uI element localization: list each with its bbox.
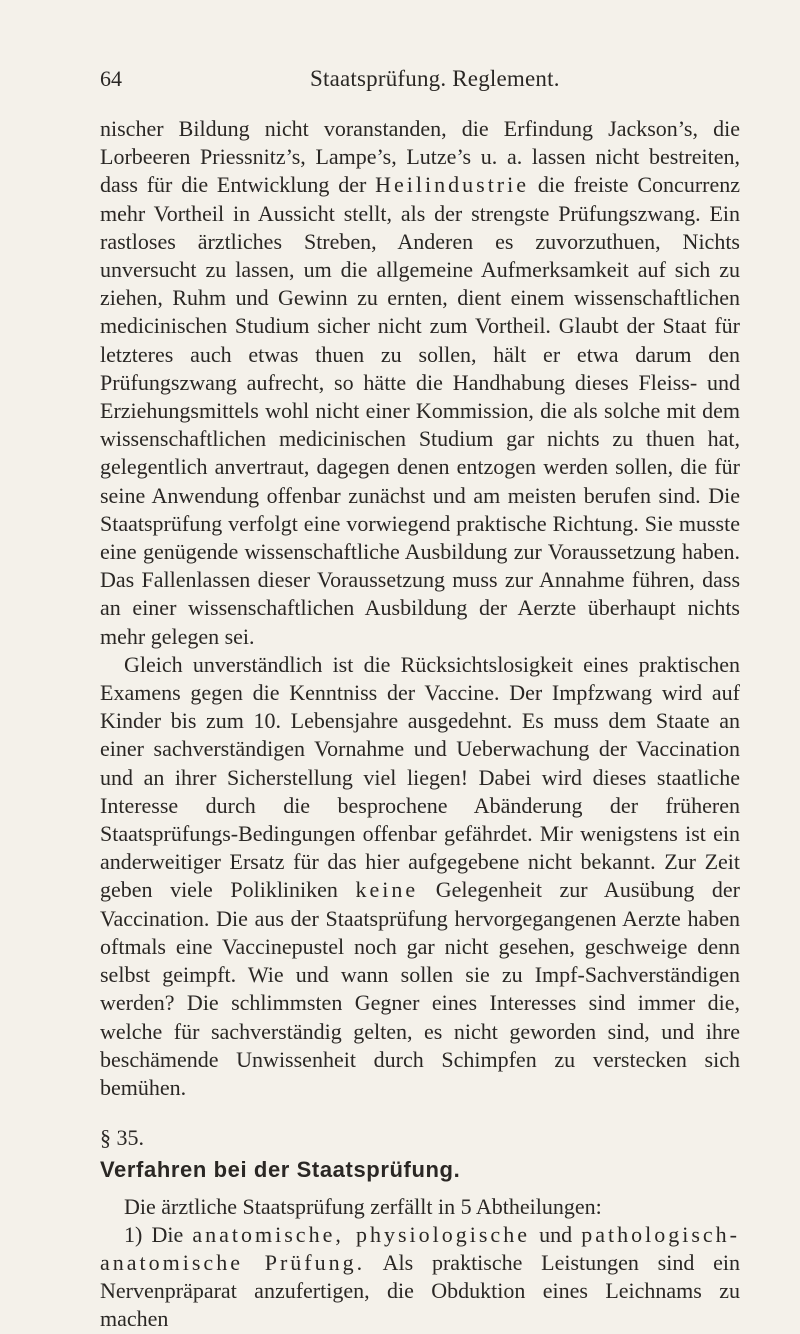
page-number: 64 [100,66,122,91]
paragraph-2 [100,651,740,1102]
section-number: § 35. [100,1125,144,1151]
emphasis-heilindustrie: Heilindustrie [375,172,530,198]
section-title: Verfahren bei der Staatsprüfung. [100,1157,461,1183]
emphasis-keine: keine [355,877,419,903]
paragraph-4-mid: und [539,1221,573,1247]
paragraph-4-rest: Als praktische Leistungen sind ein Nervenpräparat anzufertigen, die Obduktion eines Leichnams zu machen [100,1249,740,1332]
running-title: Staatsprüfung. Reglement. [310,66,560,91]
emphasis-exam-name: pathologisch-anatomische Prüfung. [100,1221,741,1275]
paragraph-4 [100,1221,740,1334]
body-text [100,115,740,1334]
paragraph-1-text: nischer Bildung nicht voranstanden, die Erfindung Jackson’s, die Lorbeeren Priessnitz’s, Lampe’s, Lutze’s u. a. lassen nicht bestreiten, dass für die Entwicklung der [100,116,740,198]
paragraph-1-rest: die freiste Concurrenz mehr Vortheil in Aussicht stellt, als der strengste Prüfungszwang. Ein rastloses ärztliches Streben, Anderen es zuvorzuthuen, Nichts unversucht zu lassen, um die allgemeine Aufmerksamkeit auf sich zu ziehen, Ruhm und Gewinn zu ernten, dient einem wissenschaftlichen medicinischen Studium sicher nicht zum Vortheil. Glaubt der Staat für letzteres auch etwas thuen zu sollen, hält er etwa darum den Prüfungszwang aufrecht, so hätte die Handhabung dieses Fleiss- und Erziehungsmittels wohl nicht einer Kommission, die als solche mit dem wissenschaftlichen medicinischen Studium gar nichts zu thuen hat, gelegentlich anvertraut, dagegen denen entzogen werden sollen, die für seine Anwendung offenbar zunächst und am meisten berufen sind. Die Staatsprüfung verfolgt eine vorwiegend praktische Richtung. Sie musste eine genügende wissenschaftliche Ausbildung zur Voraussetzung haben. Das Fallenlassen dieser Voraussetzung muss zur Annahme führen, dass an einer wissenschaftlichen Ausbildung der Aerzte überhaupt nichts mehr gelegen sei. [100,172,741,649]
paragraph-1 [100,115,740,651]
paragraph-2-text-b: Gelegenheit zur Ausübung der Vaccination. Die aus der Staatsprüfung hervorgegangenen Aerzte haben oftmals eine Vaccinepustel noch gar nicht gesehen, geschweige denn selbst geimpft. Wie und wann sollen sie zu Impf-Sachverständigen werden? Die schlimmsten Gegner eines Interesses sind immer die, welche für sachverständig gelten, es nicht geworden sind, und ihre beschämende Unwissenheit durch Schimpfen zu verstecken sich bemühen. [100,877,741,1100]
paragraph-3: Die ärztliche Staatsprüfung zerfällt in 5 Abtheilungen: [124,1193,602,1219]
paragraph-2-text-a: Gleich unverständlich ist die Rücksichtslosigkeit eines praktischen Examens gegen die Kenntniss der Vaccine. Der Impfzwang wird auf Kinder bis zum 10. Lebensjahre ausgedehnt. Es muss dem Staate an einer sachverständigen Vornahme und Ueberwachung der Vaccination und an ihrer Sicherstellung viel liegen! Dabei wird dieses staatliche Interesse durch die besprochene Abänderung der früheren Staatsprüfungs-Bedingungen offenbar gefährdet. Mir wenigstens ist ein anderweitiger Ersatz für das hier aufgegebene nicht bekannt. Zur Zeit geben viele Polikliniken [100,651,740,903]
page-header [100,66,740,106]
paragraph-4-prefix: 1) Die [124,1221,184,1247]
emphasis-exam-types: anatomische, physiologische [192,1221,530,1247]
